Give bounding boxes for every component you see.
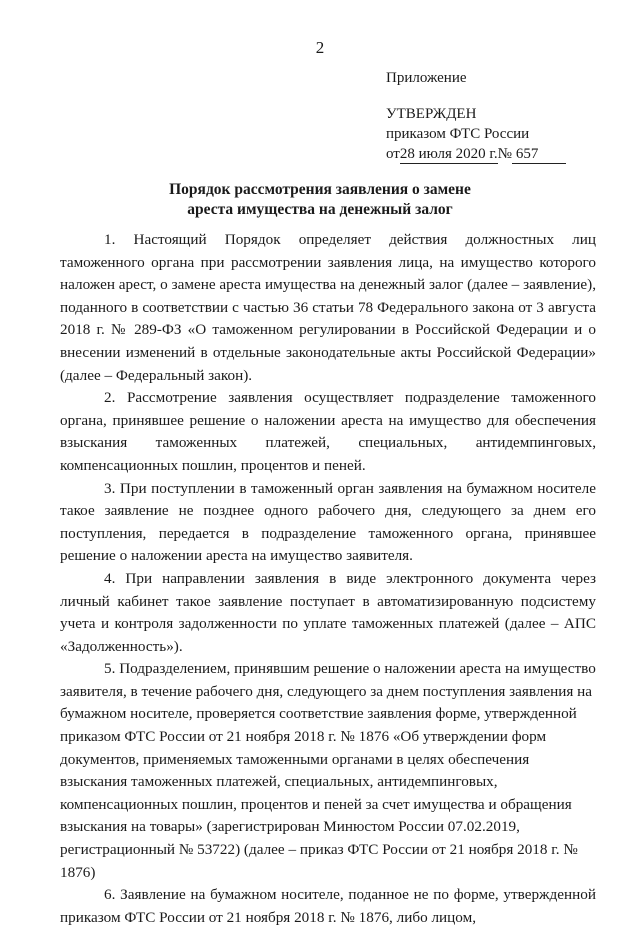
title-line-1: Порядок рассмотрения заявления о замене xyxy=(169,181,471,198)
paragraph-6: 6. Заявление на бумажном носителе, поданное не по форме, утвержденной приказом ФТС России от 21 ноября 2018 г. № 1876, либо лицом, xyxy=(60,886,596,926)
paragraph-4: 4. При направлении заявления в виде электронного документа через личный кабинет такое заявление поступает в автоматизированную подсистему учета и контроля задолженности по уплате таможенных платежей (далее – АПС «Задолженность»). xyxy=(60,569,596,655)
appendix-label: Приложение xyxy=(386,70,467,86)
document-body xyxy=(60,229,596,929)
order-date-line xyxy=(386,144,566,164)
page-number: 2 xyxy=(315,38,325,57)
paragraph-1: 1. Настоящий Порядок определяет действия должностных лиц таможенного органа при рассмотрении заявления лица, на имущество которого наложен арест, о замене ареста имущества на денежный залог (далее – заявление), поданного в соответствии с частью 36 статьи 78 Федерального закона от 3 августа 2018 г. № 289-ФЗ «О таможенном регулировании в Российской Федерации и о внесении изменений в отдельные законодательные акты Российской Федерации» (далее – Федеральный закон). xyxy=(60,231,596,384)
paragraph-3: 3. При поступлении в таможенный орган заявления на бумажном носителе такое заявление не позднее одного рабочего дня, следующего за днем его поступления, передается в подразделение таможенного органа, принявшее решение о наложении ареста на имущество заявителя. xyxy=(60,479,596,565)
title-line-2: ареста имущества на денежный залог xyxy=(187,201,453,218)
paragraph-5: 5. Подразделением, принявшим решение о наложении ареста на имущество заявителя, в течение рабочего дня, следующего за днем поступления заявления на бумажном носителе, проверяется соответствие заявления форме, утвержденной приказом ФТС России от 21 ноября 2018 г. № 1876 «Об утверждении форм документов, применяемых таможенными органами в целях обеспечения взыскания таможенных платежей, специальных, антидемпинговых, компенсационных пошлин, процентов и пеней за счет имущества и обращения взыскания на товары» (зарегистрирован Минюстом России 07.02.2019, регистрационный № 53722) (далее – приказ ФТС России от 21 ноября 2018 г. № 1876) xyxy=(60,660,596,881)
from-prefix: от xyxy=(386,146,400,162)
approved-label: УТВЕРЖДЕН xyxy=(386,106,477,122)
approval-stamp xyxy=(386,68,566,164)
number-sign: № xyxy=(497,146,512,162)
order-label: приказом ФТС России xyxy=(386,126,530,142)
order-number: 657 xyxy=(512,146,566,164)
document-title xyxy=(60,180,580,220)
paragraph-2: 2. Рассмотрение заявления осуществляет подразделение таможенного органа, принявшее решение о наложении ареста на имущество для обеспечения взыскания таможенных платежей, специальных, антидемпинговых, компенсационных пошлин, процентов и пеней. xyxy=(60,389,596,474)
order-date: 28 июля 2020 г. xyxy=(399,146,498,162)
